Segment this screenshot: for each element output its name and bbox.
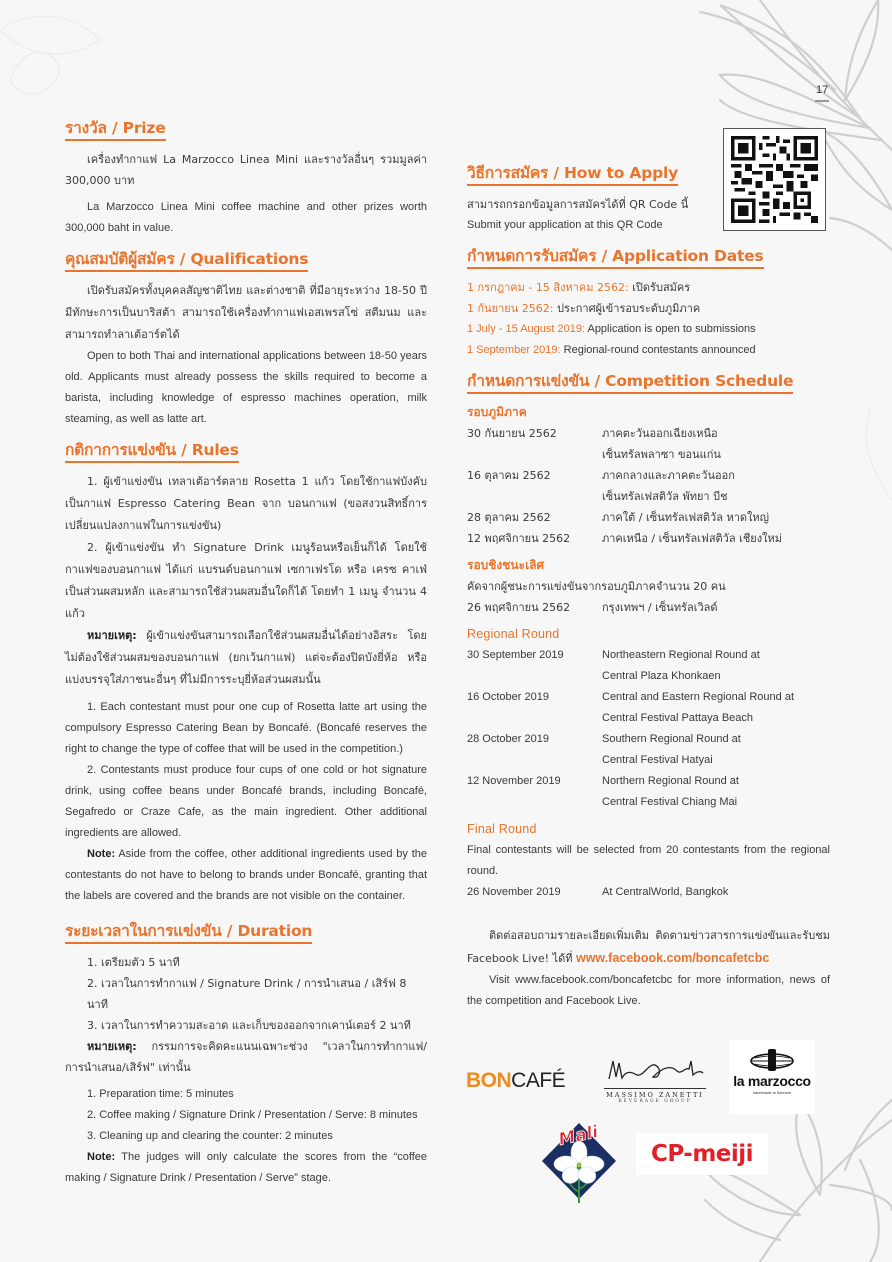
final-round-en-title: Final Round xyxy=(467,822,537,836)
duration-th-note xyxy=(65,1036,427,1078)
rules-th-note xyxy=(65,625,427,691)
application-date-text: ประกาศผู้เข้ารอบระดับภูมิภาค xyxy=(553,302,701,315)
how-to-apply-text-th: สามารถกรอกข้อมูลการสมัครได้ที่ QR Code นี้ xyxy=(467,198,689,211)
prize-heading: รางวัล / Prize xyxy=(65,118,166,141)
schedule-venue: Central Festival Pattaya Beach xyxy=(602,712,754,724)
duration-en-note-text: The judges will only calculate the scores from the “coffee making / Signature Drink / Presentation / Serve” stage. xyxy=(65,1151,427,1184)
rules-en-note-label: Note: xyxy=(87,848,116,860)
regional-round-th-title: รอบภูมิภาค xyxy=(467,405,527,419)
right-column xyxy=(467,163,830,1012)
final-round-en-desc: Final contestants will be selected from 20 contestants from the regional round. xyxy=(467,844,830,877)
schedule-date: 28 ตุลาคม 2562 xyxy=(467,511,551,524)
schedule-venue: Northeastern Regional Round at xyxy=(602,649,760,661)
contact-text-th xyxy=(467,925,830,970)
application-dates-section xyxy=(467,246,830,361)
contact-text-th-prefix: ติดต่อสอบถามรายละเอียดเพิ่มเติม ติดตามข่าวสารการแข่งขันและรับชม Facebook Live! ได้ที่ xyxy=(467,929,830,965)
rules-section xyxy=(65,440,427,907)
schedule-venue: Central Festival Chiang Mai xyxy=(602,796,738,808)
schedule-date: 26 November 2019 xyxy=(467,886,561,898)
application-date-item xyxy=(467,298,830,319)
schedule-date: 16 October 2019 xyxy=(467,691,549,703)
page-number-underline xyxy=(815,100,829,102)
massimo-zanetti-sub: BEVERAGE GROUP xyxy=(618,1099,692,1104)
schedule-row xyxy=(467,465,830,507)
qualifications-text-en: Open to both Thai and international applications between 18-50 years old. Applicants must already possess the skills required to become a barista, including knowledge of espresso machines operation, milk steaming, as well as latte art. xyxy=(65,350,427,425)
rules-th-note-text: ผู้เข้าแข่งขันสามารถเลือกใช้ส่วนผสมอื่นได้อย่างอิสระ โดยไม่ต้องใช้ส่วนผสมของบอนกาแฟ (ยกเว้นกาแฟ) แต่จะต้องปิดบังยี่ห้อ หรือแบ่งบรรจุใส่ภาชนะอื่นๆ ที่ไม่มีการระบุยี่ห้อส่วนผสมนั้น xyxy=(65,629,427,686)
schedule-row xyxy=(467,882,830,903)
application-dates-heading: กำหนดการรับสมัคร / Application Dates xyxy=(467,246,764,269)
application-date-text: Regional-round contestants announced xyxy=(560,344,756,356)
how-to-apply-heading: วิธีการสมัคร / How to Apply xyxy=(467,163,678,186)
left-column xyxy=(65,118,427,1189)
massimo-zanetti-name: MASSIMO ZANETTI xyxy=(606,1091,704,1099)
duration-en-item-3: 3. Cleaning up and clearing the counter: 2 minutes xyxy=(87,1130,333,1142)
schedule-date: 28 October 2019 xyxy=(467,733,549,745)
cp-meiji-logo: CP-meiji xyxy=(636,1133,768,1175)
schedule-venue: ภาคใต้ / เซ็นทรัลเฟสติวัล หาดใหญ่ xyxy=(602,511,770,524)
how-to-apply-section xyxy=(467,163,830,236)
schedule-venue: กรุงเทพฯ / เซ็นทรัลเวิลด์ xyxy=(602,601,718,614)
prize-section xyxy=(65,118,427,239)
mali-logo-text: Mali xyxy=(556,1122,601,1151)
application-date-text: เปิดรับสมัคร xyxy=(628,281,691,294)
duration-section xyxy=(65,921,427,1189)
final-round-th-title: รอบชิงชนะเลิศ xyxy=(467,558,545,572)
schedule-venue: ภาคกลางและภาคตะวันออก xyxy=(602,469,735,482)
schedule-venue: Southern Regional Round at xyxy=(602,733,741,745)
rules-en-note-text: Aside from the coffee, other additional ingredients used by the contestants do not have to belong to brands under Boncafé, granting that the labels are covered and the brands are not visible on the container. xyxy=(65,848,427,902)
rules-heading: กติกาการแข่งขัน / Rules xyxy=(65,440,239,463)
la-marzocco-lion-emblem-icon xyxy=(749,1048,795,1072)
massimo-zanetti-signature-icon xyxy=(605,1057,705,1083)
la-marzocco-name: la marzocco xyxy=(733,1073,811,1089)
application-date: 1 กันยายน 2562: xyxy=(467,302,554,315)
contact-section xyxy=(467,925,830,1012)
rules-en-item-1: 1. Each contestant must pour one cup of Rosetta latte art using the compulsory Espresso Catering Bean by Boncafé. (Boncafé reserves the right to change the type of coffee that will be used in the competition.) xyxy=(65,701,427,755)
schedule-date: 12 พฤศจิกายน 2562 xyxy=(467,532,571,545)
schedule-row xyxy=(467,771,830,813)
contact-text-en: Visit www.facebook.com/boncafetcbc for more information, news of the competition and Facebook Live. xyxy=(467,974,830,1007)
application-date: 1 กรกฎาคม - 15 สิงหาคม 2562: xyxy=(467,281,629,294)
schedule-row xyxy=(467,507,830,528)
schedule-venue: At CentralWorld, Bangkok xyxy=(602,886,729,898)
sponsor-logos xyxy=(460,1035,840,1205)
prize-text-th: เครื่องทำกาแฟ La Marzocco Linea Mini และรางวัลอื่นๆ รวมมูลค่า 300,000 บาท xyxy=(65,153,427,187)
how-to-apply-text-en: Submit your application at this QR Code xyxy=(467,219,663,231)
schedule-venue: เซ็นทรัลพลาซา ขอนแก่น xyxy=(602,448,721,461)
duration-en-note xyxy=(65,1147,427,1189)
competition-schedule-section xyxy=(467,371,830,903)
la-marzocco-tagline: handmade in florence xyxy=(752,1090,792,1095)
schedule-date: 16 ตุลาคม 2562 xyxy=(467,469,551,482)
duration-en-item-1: 1. Preparation time: 5 minutes xyxy=(87,1088,234,1100)
massimo-zanetti-logo xyxy=(600,1057,710,1107)
schedule-venue: Northern Regional Round at xyxy=(602,775,739,787)
qualifications-section xyxy=(65,249,427,430)
mali-logo xyxy=(540,1117,618,1205)
rules-th-item-1: 1. ผู้เข้าแข่งขัน เทลาเต้อาร์ตลาย Rosetta 1 แก้ว โดยใช้กาแฟบังคับเป็นกาแฟ Espresso Catering Bean จาก บอนกาแฟ (ขอสงวนสิทธิ์การเปลี่ยนแปลงกาแฟในการแข่งขัน) xyxy=(65,475,427,532)
schedule-row xyxy=(467,729,830,771)
facebook-link[interactable]: www.facebook.com/boncafetcbc xyxy=(575,951,770,965)
final-round-th-desc: คัดจากผู้ชนะการแข่งขันจากรอบภูมิภาคจำนวน 20 คน xyxy=(467,580,726,593)
schedule-row xyxy=(467,528,830,549)
schedule-date: 30 September 2019 xyxy=(467,649,564,661)
schedule-date: 30 กันยายน 2562 xyxy=(467,427,557,440)
duration-th-item-1: 1. เตรียมตัว 5 นาที xyxy=(87,956,180,969)
application-date: 1 September 2019: xyxy=(467,344,561,356)
schedule-row xyxy=(467,423,830,465)
duration-th-note-label: หมายเหตุ: xyxy=(87,1040,137,1053)
application-date-item xyxy=(467,277,830,298)
application-date-item xyxy=(467,319,830,340)
duration-th-item-3: 3. เวลาในการทำความสะอาด และเก็บของออกจากเคาน์เตอร์ 2 นาที xyxy=(87,1019,411,1032)
page-number: 17 xyxy=(816,84,829,96)
schedule-row xyxy=(467,597,830,618)
prize-text-en: La Marzocco Linea Mini coffee machine and other prizes worth 300,000 baht in value. xyxy=(65,201,427,234)
boncafe-logo-cafe: CAFÉ xyxy=(511,1069,566,1092)
boncafe-logo xyxy=(466,1069,565,1093)
boncafe-logo-bon: BON xyxy=(466,1069,512,1092)
regional-round-en-title: Regional Round xyxy=(467,627,560,641)
schedule-venue: Central and Eastern Regional Round at xyxy=(602,691,795,703)
duration-en-item-2: 2. Coffee making / Signature Drink / Presentation / Serve: 8 minutes xyxy=(87,1109,418,1121)
schedule-venue: ภาคเหนือ / เซ็นทรัลเฟสติวัล เชียงใหม่ xyxy=(602,532,783,545)
duration-th-item-2: 2. เวลาในการทำกาแฟ / Signature Drink / การนำเสนอ / เสิร์ฟ 8 นาที xyxy=(87,977,407,1011)
competition-schedule-heading: กำหนดการแข่งขัน / Competition Schedule xyxy=(467,371,793,394)
qualifications-heading: คุณสมบัติผู้สมัคร / Qualifications xyxy=(65,249,308,272)
schedule-venue: เซ็นทรัลเฟสติวัล พัทยา บีช xyxy=(602,490,728,503)
rules-th-note-label: หมายเหตุ: xyxy=(87,629,137,642)
mali-flower-icon xyxy=(540,1117,618,1205)
qualifications-text-th: เปิดรับสมัครทั้งบุคคลสัญชาติไทย และต่างชาติ ที่มีอายุระหว่าง 18-50 ปี มีทักษะการเป็นบาริสต้า สามารถใช้เครื่องทำกาแฟเอสเพรสโซ่ สตีมนม และสามารถทำลาเต้อาร์ตได้ xyxy=(65,284,427,341)
duration-en-note-label: Note: xyxy=(87,1151,116,1163)
duration-th-note-text: กรรมการจะคิดคะแนนเฉพาะช่วง "เวลาในการทำกาแฟ/การนำเสนอ/เสิร์ฟ" เท่านั้น xyxy=(65,1040,427,1074)
rules-en-item-2: 2. Contestants must produce four cups of one cold or hot signature drink, using coffee beans under Boncafé brands, including Boncafé, Segafredo or Craze Cafe, as the main ingredient. Other additional ingredients are allowed. xyxy=(65,764,427,839)
application-date: 1 July - 15 August 2019: xyxy=(467,323,586,335)
schedule-date: 26 พฤศจิกายน 2562 xyxy=(467,601,571,614)
duration-heading: ระยะเวลาในการแข่งขัน / Duration xyxy=(65,921,312,944)
schedule-row xyxy=(467,645,830,687)
la-marzocco-logo xyxy=(729,1040,815,1114)
application-date-text: Application is open to submissions xyxy=(585,323,756,335)
schedule-venue: ภาคตะวันออกเฉียงเหนือ xyxy=(602,427,718,440)
schedule-date: 12 November 2019 xyxy=(467,775,561,787)
schedule-venue: Central Festival Hatyai xyxy=(602,754,713,766)
schedule-venue: Central Plaza Khonkaen xyxy=(602,670,721,682)
schedule-row xyxy=(467,687,830,729)
rules-en-note xyxy=(65,844,427,907)
application-date-item xyxy=(467,340,830,361)
rules-th-item-2: 2. ผู้เข้าแข่งขัน ทำ Signature Drink เมนูร้อนหรือเย็นก็ได้ โดยใช้กาแฟของบอนกาแฟ ได้แก่ แบรนด์บอนกาแฟ เซกาเฟรโด หรือ เครซ คาเฟ่ เป็นส่วนผสมหลัก และสามารถใช้ส่วนผสมอื่นใดก็ได้ โดยทำ 1 เมนู จำนวน 4 แก้ว xyxy=(65,541,427,620)
